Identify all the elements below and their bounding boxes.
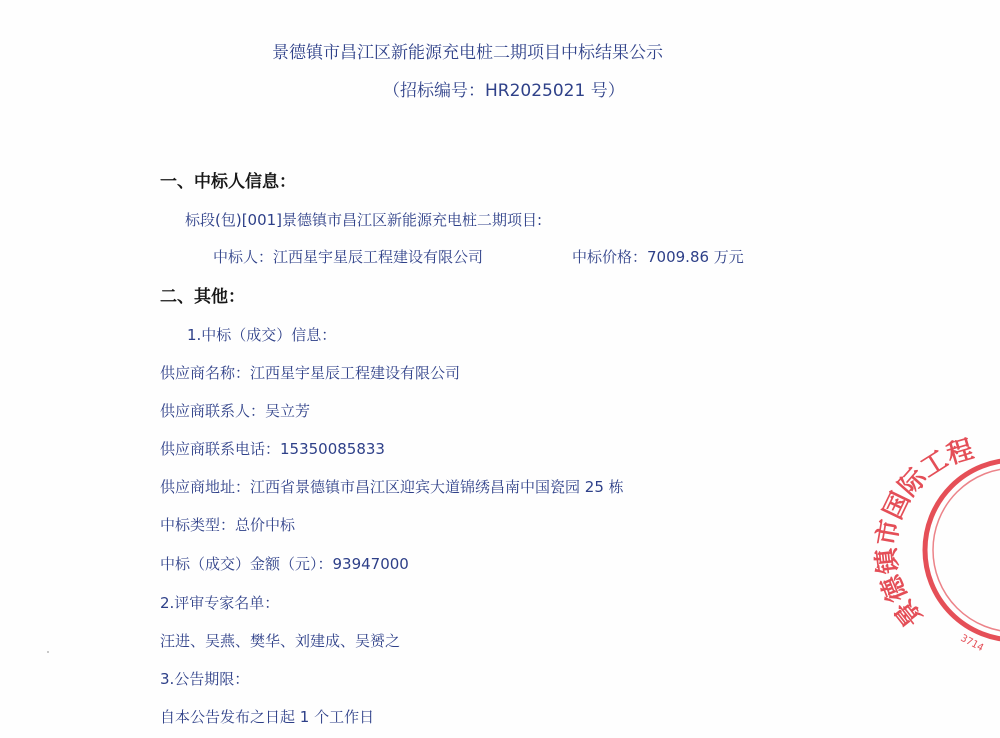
seal-number: 3714 — [958, 632, 986, 654]
seal-text: 景德镇市国际工程 — [871, 434, 977, 633]
bid-amount: 中标（成交）金额（元）：93947000 — [160, 555, 409, 573]
document-title: 景德镇市昌江区新能源充电桩二期项目中标结果公示 — [272, 43, 663, 63]
supplier-phone: 供应商联系电话：15350085833 — [160, 440, 385, 458]
lot-line: 标段(包)[001]景德镇市昌江区新能源充电桩二期项目: — [185, 211, 543, 229]
subheading-award-info: 1.中标（成交）信息： — [187, 326, 337, 344]
subheading-experts: 2.评审专家名单： — [160, 594, 280, 612]
company-seal-stamp — [871, 434, 1000, 655]
scan-speck — [47, 651, 49, 653]
notice-period: 自本公告发布之日起 1 个工作日 — [160, 708, 375, 726]
subheading-notice-period: 3.公告期限： — [160, 670, 250, 688]
supplier-name: 供应商名称：江西星宇星辰工程建设有限公司 — [160, 364, 461, 382]
bid-number: （招标编号：HR2025021 号） — [383, 81, 625, 101]
supplier-contact: 供应商联系人：吴立芳 — [160, 402, 311, 420]
section-heading-winner-info: 一、中标人信息： — [160, 172, 296, 192]
supplier-address: 供应商地址：江西省景德镇市昌江区迎宾大道锦绣昌南中国瓷园 25 栋 — [160, 478, 624, 496]
section-heading-other: 二、其他： — [160, 287, 245, 307]
winner-price: 中标价格：7009.86 万元 — [572, 248, 744, 266]
winner-line: 中标人：江西星宇星辰工程建设有限公司 — [213, 248, 484, 266]
expert-list: 汪进、吴燕、樊华、刘建成、吴赟之 — [160, 632, 401, 650]
bid-type: 中标类型：总价中标 — [160, 516, 296, 534]
